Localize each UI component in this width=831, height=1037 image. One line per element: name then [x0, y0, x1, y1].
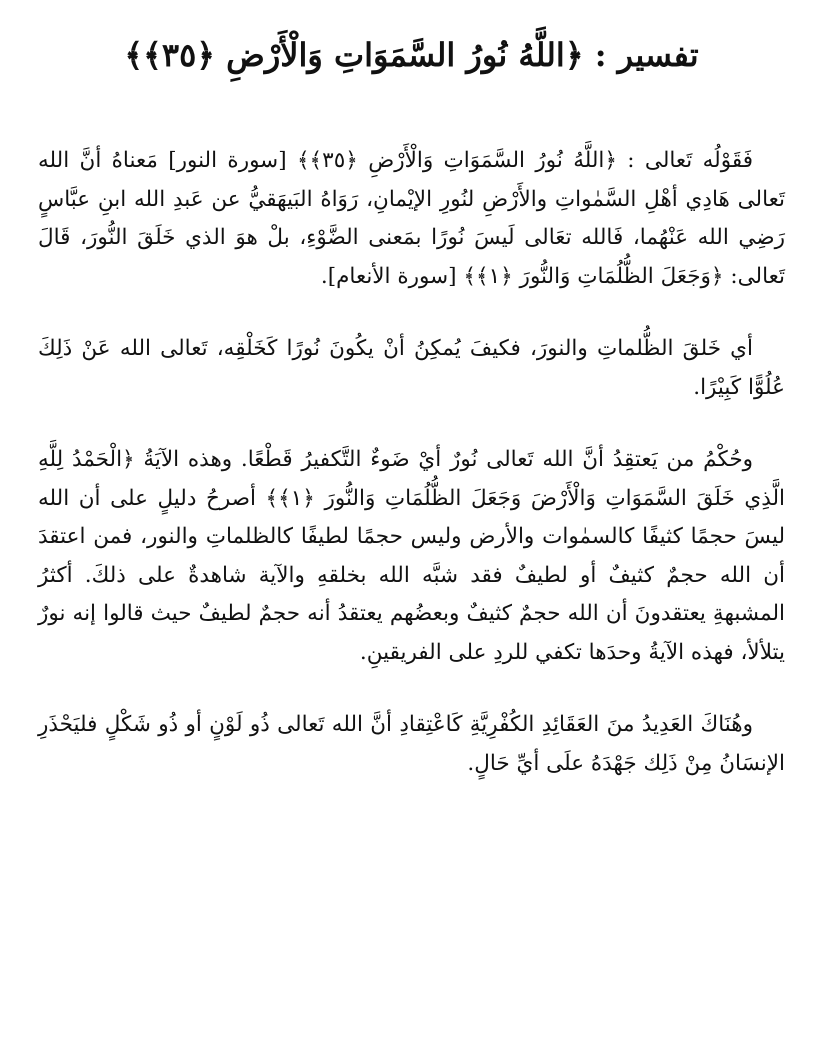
paragraph-2-text: أي خَلقَ الظُّلماتِ والنورَ، فكيفَ يُمكِنُ أنْ يكُونَ نُورًا كَخَلْقِه، تَعالى الله عَنْ ذَلِكَ عُلُوًّا كَبِيْرًا. [38, 336, 785, 400]
paragraph-1-text: فَقَوْلُه تَعالى : ﴿اللَّهُ نُورُ السَّمَوَاتِ وَالْأَرْضِ ﴿٣٥﴾﴾ [سورة النور] مَعناهُ أنَّ الله تَعالى هَادِي أهْلِ السَّمٰواتِ والأَرْضِ لنُورِ الإيْمانِ، رَوَاهُ البَيهَقيُّ عن عَبدِ الله ابنِ عبَّاسٍ رَضِي الله عَنْهُما، فَالله تعَالى لَيسَ نُورًا بمَعنى الضَّوْءِ، بلْ هوَ الذي خَلَقَ النُّورَ، قَالَ تَعالى: ﴿وَجَعَلَ الظُّلُمَاتِ وَالنُّورَ ﴿١﴾﴾ [سورة الأنعام]. [38, 148, 785, 289]
page-title: تفسير : ﴿اللَّهُ نُورُ السَّمَوَاتِ وَالْأَرْضِ ﴿٣٥﴾﴾ [124, 36, 699, 74]
paragraph-3 [38, 441, 785, 672]
paragraph-1 [38, 142, 785, 296]
paragraph-4-text: وهُنَاكَ العَدِيدُ منَ العَقَائِدِ الكُفْرِيَّةِ كَاعْتِقادِ أنَّ الله تَعالى ذُو لَوْنٍ أو ذُو شَكْلٍ فليَحْذَرِ الإنسَانُ مِنْ ذَلِك جَهْدَهُ علَى أيِّ حَالٍ. [38, 712, 785, 776]
paragraph-4 [38, 706, 785, 783]
paragraph-2 [38, 330, 785, 407]
paragraph-3-text: وحُكْمُ من يَعتقِدُ أنَّ الله تَعالى نُورٌ أيْ ضَوءٌ التَّكفيرُ قَطْعًا. وهذه الآيَةُ ﴿الْحَمْدُ لِلَّهِ الَّذِي خَلَقَ السَّمَوَاتِ وَالْأَرْضَ وَجَعَلَ الظُّلُمَاتِ وَالنُّورَ ﴿١﴾﴾ أصرحُ دليلٍ على أن الله ليسَ حجمًا كثيفًا كالسمٰوات والأرض وليس حجمًا لطيفًا كالظلماتِ والنور، فمن اعتقدَ أن الله حجمٌ كثيفٌ أو لطيفٌ فقد شبَّه الله بخلقهِ والآية شاهدةٌ على ذلكَ. أكثرُ المشبهةِ يعتقدونَ أن الله حجمٌ كثيفٌ وبعضُهم يعتقدُ أنه حجمٌ لطيفٌ حيث قالوا إنه نورٌ يتلألأ، فهذه الآيةُ وحدَها تكفي للردِ على الفريقينِ. [38, 447, 786, 665]
